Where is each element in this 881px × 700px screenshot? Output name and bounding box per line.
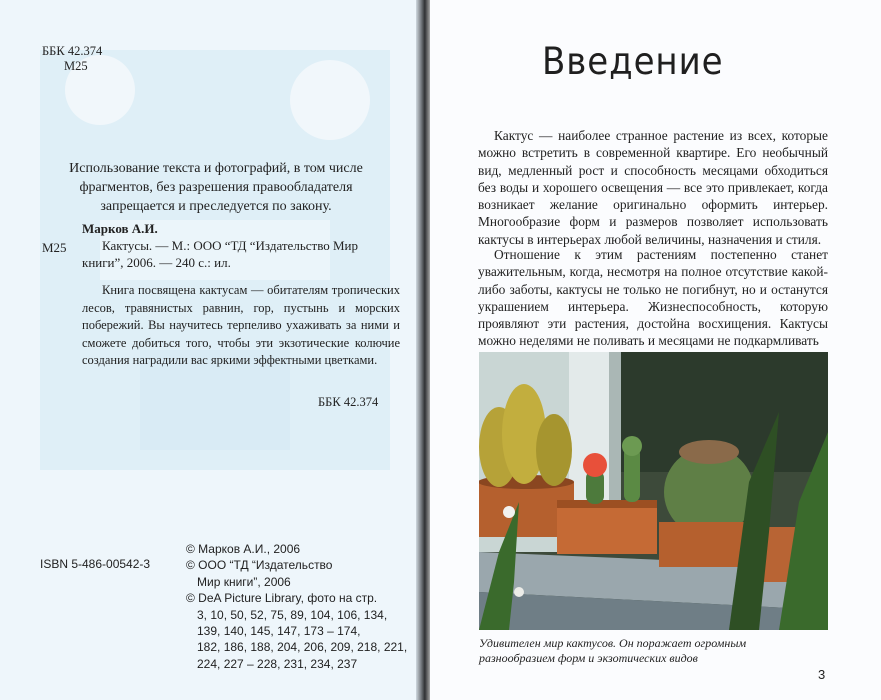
copyright-note: Использование текста и фотографий, в том числе фрагментов, без разрешения правообладателя запрещается и преследуется по закону. (69, 161, 363, 214)
caption-line: Удивителен мир кактусов. Он поражает огромным (479, 636, 747, 650)
credit-line: 182, 186, 188, 204, 206, 209, 218, 221, (197, 640, 408, 655)
bbk-code: ББК 42.374 (42, 44, 103, 58)
book-annotation: Книга посвящена кактусам — обитателям тропических лесов, травянистых равнин, гор, пустынь и морских побережий. Вы научитесь терпеливо ухаживать за ними и сможете добиться того, чтобы эти экзотические колючие создания наградили вас яркими эффектными цветками. (82, 283, 400, 367)
credit-line: © DeA Picture Library, фото на стр. (186, 591, 378, 606)
copyright-credits (186, 541, 408, 672)
isbn: ISBN 5-486-00542-3 (40, 557, 151, 571)
left-page (0, 0, 418, 700)
photo-caption (479, 636, 839, 666)
credit-line: Мир книги”, 2006 (197, 574, 291, 589)
chapter-heading: Введение (542, 40, 724, 83)
credit-line: 139, 140, 145, 147, 173 – 174, (197, 624, 361, 639)
credit-line: 3, 10, 50, 52, 75, 89, 104, 106, 134, (197, 607, 388, 622)
cactus-windowsill-photo-icon (479, 352, 828, 630)
page-number: 3 (818, 667, 826, 682)
credit-line: © ООО “ТД “Издательство (186, 558, 333, 573)
bibliographic-entry: Кактусы. — М.: ООО “ТД “Издательство Мир книги”, 2006. — 240 с.: ил. (82, 238, 359, 270)
credit-line: 224, 227 – 228, 231, 234, 237 (197, 656, 358, 671)
author-name: Марков А.И. (82, 221, 158, 236)
author-index-code: М25 (64, 59, 88, 73)
caption-line: разнообразием форм и экзотических видов (479, 651, 698, 665)
credit-line: © Марков А.И., 2006 (186, 542, 301, 556)
bbk-code-bottom: ББК 42.374 (318, 395, 379, 409)
intro-paragraph-2: Отношение к этим растениям постепенно станет уважительным, когда, несмотря на полное отсутствие какой-либо заботы, кактусы не только не погибнут, но и останутся украшением интерьера. Жизнеспособность, которую проявляют эти растения, достойна восхищения. Кактусы можно неделями не поливать и месяцами не подкармливать (478, 247, 828, 349)
bbk-code-block (42, 44, 102, 74)
intro-paragraph-1: Кактус — наиболее странное растение из всех, которые можно встретить в современной квартире. Его необычный вид, медленный рост и способность месяцами обходиться без воды и хорошего освещения — все это привлекает, когда возникает желание оригинально оформить интерьер. Многообразие форм и размеров позволяет использовать кактусы в интерьерах любой величины, назначения и стиля. (478, 128, 828, 247)
right-page (430, 0, 881, 700)
side-index-code: М25 (42, 240, 67, 255)
